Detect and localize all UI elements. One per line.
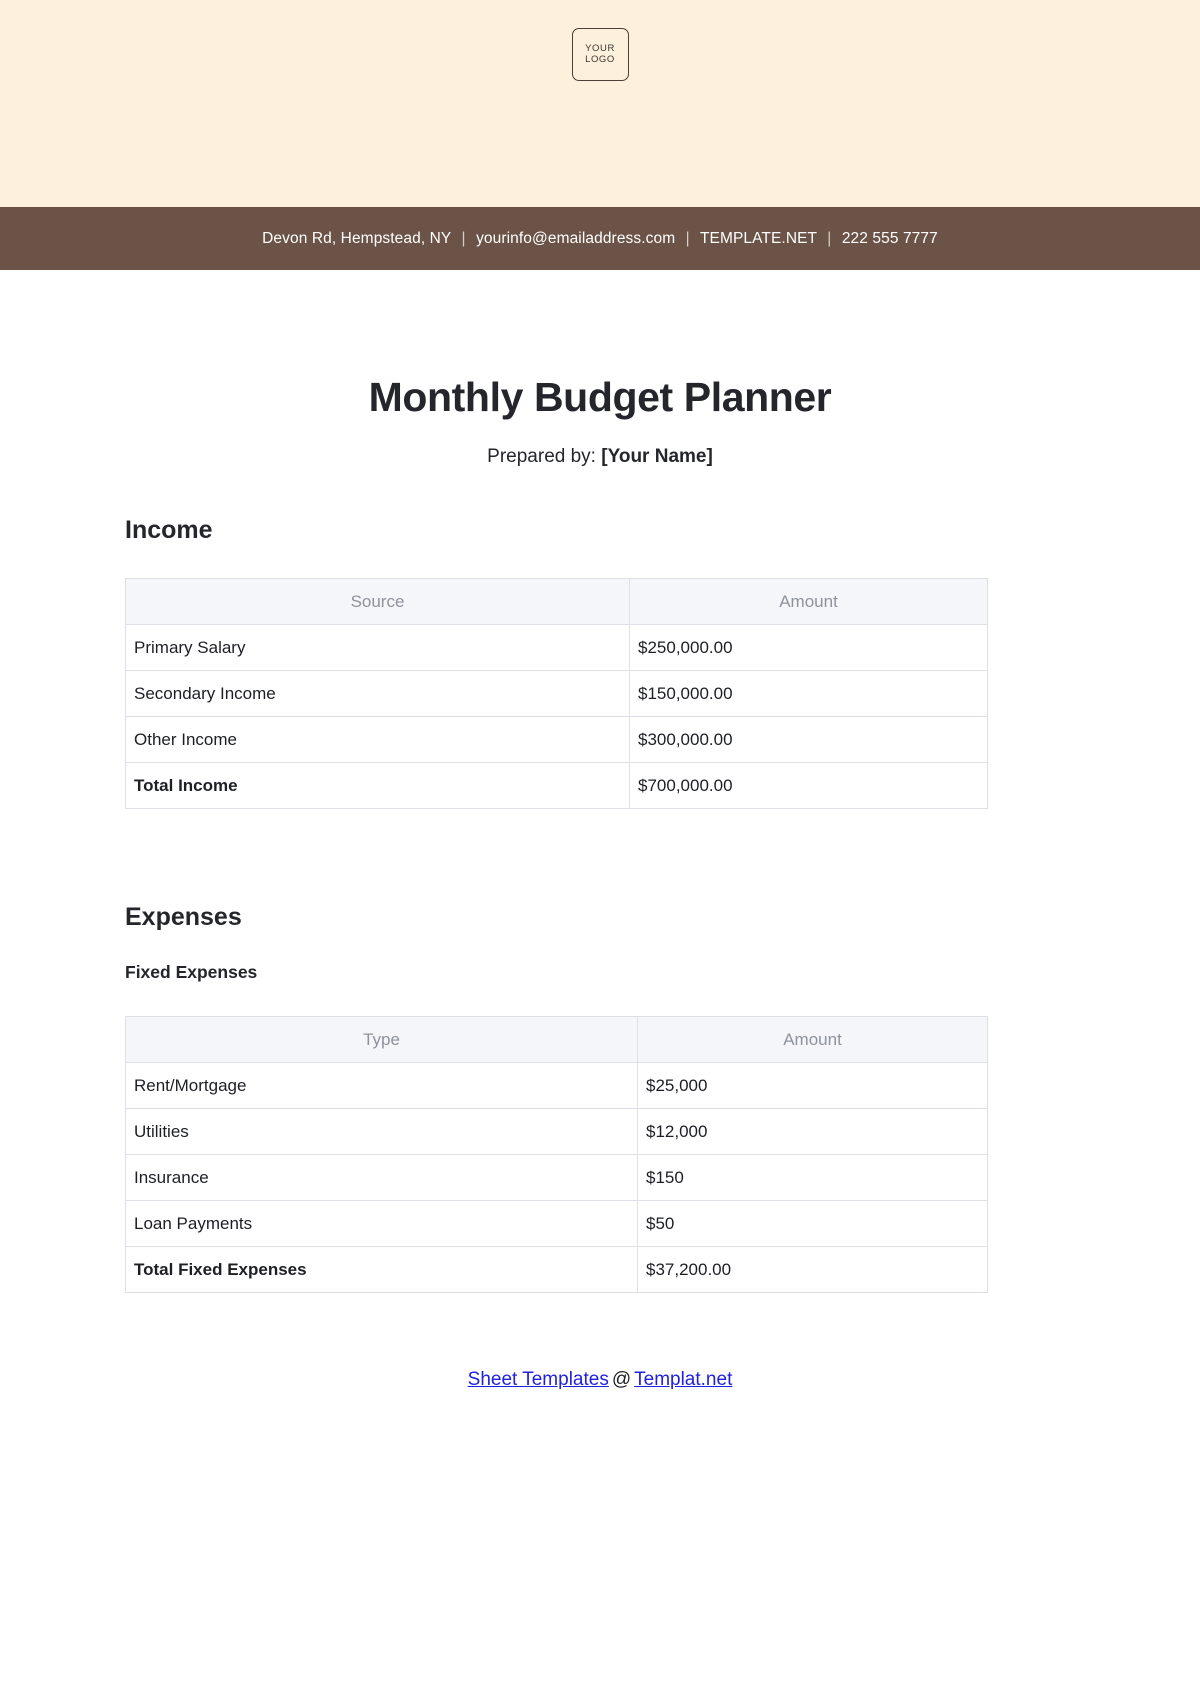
fixed-expense-row-amount: $25,000 xyxy=(638,1063,988,1109)
contact-address: Devon Rd, Hempstead, NY xyxy=(262,229,452,247)
income-row-amount: $300,000.00 xyxy=(630,717,988,763)
table-row xyxy=(126,1155,988,1201)
fixed-expenses-column-type: Type xyxy=(126,1017,638,1063)
footer-at-symbol: @ xyxy=(611,1369,632,1390)
table-row xyxy=(126,1109,988,1155)
table-row xyxy=(126,1063,988,1109)
contact-bar xyxy=(0,207,1200,270)
fixed-expenses-table xyxy=(125,1016,988,1293)
fixed-expenses-total-row xyxy=(126,1247,988,1293)
income-table-header-row xyxy=(126,579,988,625)
page-title: Monthly Budget Planner xyxy=(368,374,832,420)
document-body xyxy=(0,270,1200,1391)
contact-phone: 222 555 7777 xyxy=(841,229,938,247)
income-row-amount: $250,000.00 xyxy=(630,625,988,671)
income-total-amount: $700,000.00 xyxy=(630,763,988,809)
footer xyxy=(125,1293,1075,1391)
income-column-amount: Amount xyxy=(630,579,988,625)
logo-placeholder xyxy=(572,28,629,81)
table-row xyxy=(126,625,988,671)
contact-website: TEMPLATE.NET xyxy=(699,229,817,247)
header-band xyxy=(0,0,1200,207)
fixed-expense-row-label: Rent/Mortgage xyxy=(126,1063,638,1109)
contact-line xyxy=(262,230,938,248)
income-heading: Income xyxy=(125,516,213,544)
contact-separator-1: | xyxy=(461,229,466,247)
fixed-expenses-subheading: Fixed Expenses xyxy=(125,962,258,982)
prepared-by-label: Prepared by: xyxy=(487,446,596,467)
sheet-templates-link[interactable]: Sheet Templates xyxy=(467,1369,609,1390)
fixed-expense-row-label: Utilities xyxy=(126,1109,638,1155)
income-row-label: Other Income xyxy=(126,717,630,763)
fixed-expenses-total-label: Total Fixed Expenses xyxy=(126,1247,638,1293)
fixed-expense-row-amount: $12,000 xyxy=(638,1109,988,1155)
contact-email: yourinfo@emailaddress.com xyxy=(476,229,676,247)
contact-separator-2: | xyxy=(685,229,690,247)
fixed-expenses-total-amount: $37,200.00 xyxy=(638,1247,988,1293)
fixed-expenses-column-amount: Amount xyxy=(638,1017,988,1063)
fixed-expense-row-amount: $50 xyxy=(638,1201,988,1247)
fixed-expense-row-label: Loan Payments xyxy=(126,1201,638,1247)
income-row-amount: $150,000.00 xyxy=(630,671,988,717)
fixed-expenses-header-row xyxy=(126,1017,988,1063)
income-column-source: Source xyxy=(126,579,630,625)
fixed-expense-row-amount: $150 xyxy=(638,1155,988,1201)
table-row xyxy=(126,1201,988,1247)
section-spacer xyxy=(125,809,1075,855)
income-total-row xyxy=(126,763,988,809)
income-total-label: Total Income xyxy=(126,763,630,809)
income-row-label: Secondary Income xyxy=(126,671,630,717)
table-row xyxy=(126,671,988,717)
logo-line-2: LOGO xyxy=(585,53,615,65)
fixed-expense-row-label: Insurance xyxy=(126,1155,638,1201)
income-table xyxy=(125,578,988,809)
prepared-by xyxy=(125,421,1075,468)
logo-line-1: YOUR xyxy=(585,42,615,54)
table-row xyxy=(126,717,988,763)
contact-separator-3: | xyxy=(827,229,832,247)
expenses-heading: Expenses xyxy=(125,903,242,931)
prepared-by-value: [Your Name] xyxy=(601,446,713,467)
income-row-label: Primary Salary xyxy=(126,625,630,671)
templat-net-link[interactable]: Templat.net xyxy=(634,1369,733,1390)
